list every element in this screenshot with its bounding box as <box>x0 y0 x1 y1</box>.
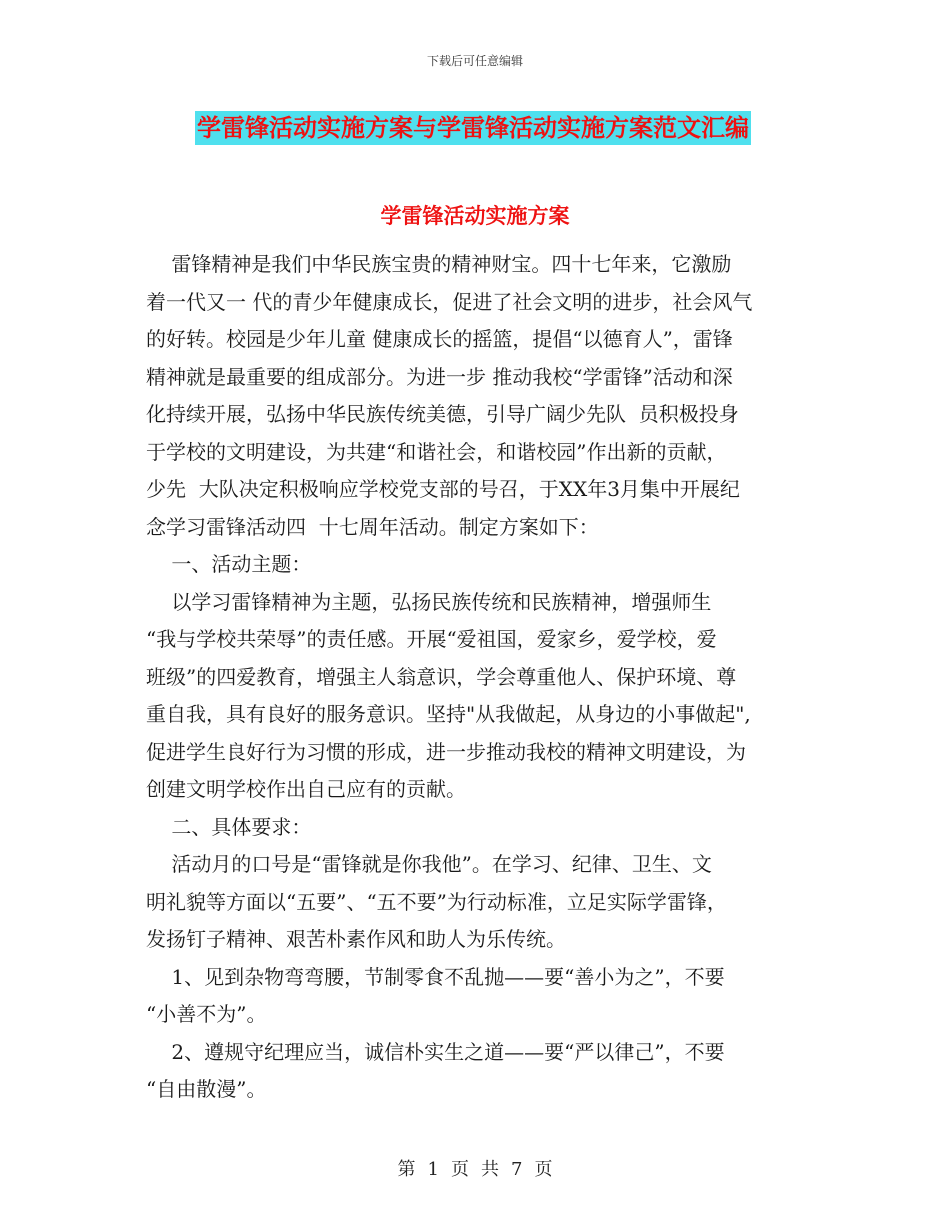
body-line: 创建文明学校作出自己应有的贡献。 <box>146 777 466 801</box>
body-line: 着一代又一 代的青少年健康成长，促进了社会文明的进步，社会风气 <box>146 289 753 314</box>
document-body <box>146 246 816 1109</box>
body-line: 发扬钉子精神、艰苦朴素作风和助人为乐传统。 <box>146 927 566 951</box>
body-line: 的好转。校园是少年儿童 健康成长的摇篮，提倡“以德育人”，雷锋 <box>146 327 733 351</box>
body-line: “小善不为”。 <box>146 1002 267 1026</box>
section-title: 学雷锋活动实施方案 <box>380 204 570 228</box>
body-line: 念学习雷锋活动四 十七周年活动。制定方案如下： <box>146 514 599 539</box>
body-line: 1、见到杂物弯弯腰，节制零食不乱抛——要“善小为之”，不要 <box>146 964 725 989</box>
footer-prefix: 第 <box>397 1159 416 1180</box>
footer-page-number: 1 <box>427 1159 439 1180</box>
body-line: 班级”的四爱教育，增强主人翁意识，学会尊重他人、保护环境、尊 <box>146 664 737 689</box>
body-line: 明礼貌等方面以“五要”、“五不要”为行动标准，立足实际学雷锋， <box>146 889 727 914</box>
body-line: 2、遵规守纪理应当，诚信朴实生之道——要“严以律己”，不要 <box>146 1039 725 1064</box>
header-note: 下载后可任意编辑 <box>426 54 523 68</box>
body-line: “自由散漫”。 <box>146 1077 267 1101</box>
body-line: 少先 大队决定积极响应学校党支部的号召，于XX年3月集中开展纪 <box>146 477 740 501</box>
footer-page-unit: 页 <box>451 1159 469 1180</box>
body-line: 活动月的口号是“雷锋就是你我他”。在学习、纪律、卫生、文 <box>146 852 712 876</box>
footer-suffix: 页 <box>534 1159 553 1180</box>
body-line: 二、具体要求： <box>146 814 312 839</box>
body-line: 于学校的文明建设，为共建“和谐社会，和谐校园”作出新的贡献， <box>146 439 727 464</box>
main-title: 学雷锋活动实施方案与学雷锋活动实施方案范文汇编 <box>195 111 751 145</box>
body-line: 以学习雷锋精神为主题，弘扬民族传统和民族精神，增强师生 <box>146 589 712 614</box>
body-line: 雷锋精神是我们中华民族宝贵的精神财宝。四十七年来，它激励 <box>146 252 732 276</box>
body-line: 促进学生良好行为习惯的形成，进一步推动我校的精神文明建设，为 <box>146 739 746 764</box>
footer-total-label: 共 <box>481 1159 499 1180</box>
body-line: “我与学校共荣辱”的责任感。开展“爱祖国，爱家乡，爱学校，爱 <box>146 627 717 651</box>
body-line: 重自我，具有良好的服务意识。坚持"从我做起，从身边的小事做起", <box>146 702 751 726</box>
body-line: 精神就是最重要的组成部分。为进一步 推动我校“学雷锋”活动和深 <box>146 364 733 389</box>
footer-total-pages: 7 <box>511 1159 523 1180</box>
page-footer <box>0 1155 950 1181</box>
body-line: 一、活动主题： <box>146 552 312 576</box>
body-line: 化持续开展，弘扬中华民族传统美德，引导广阔少先队 员积极投身 <box>146 402 739 426</box>
